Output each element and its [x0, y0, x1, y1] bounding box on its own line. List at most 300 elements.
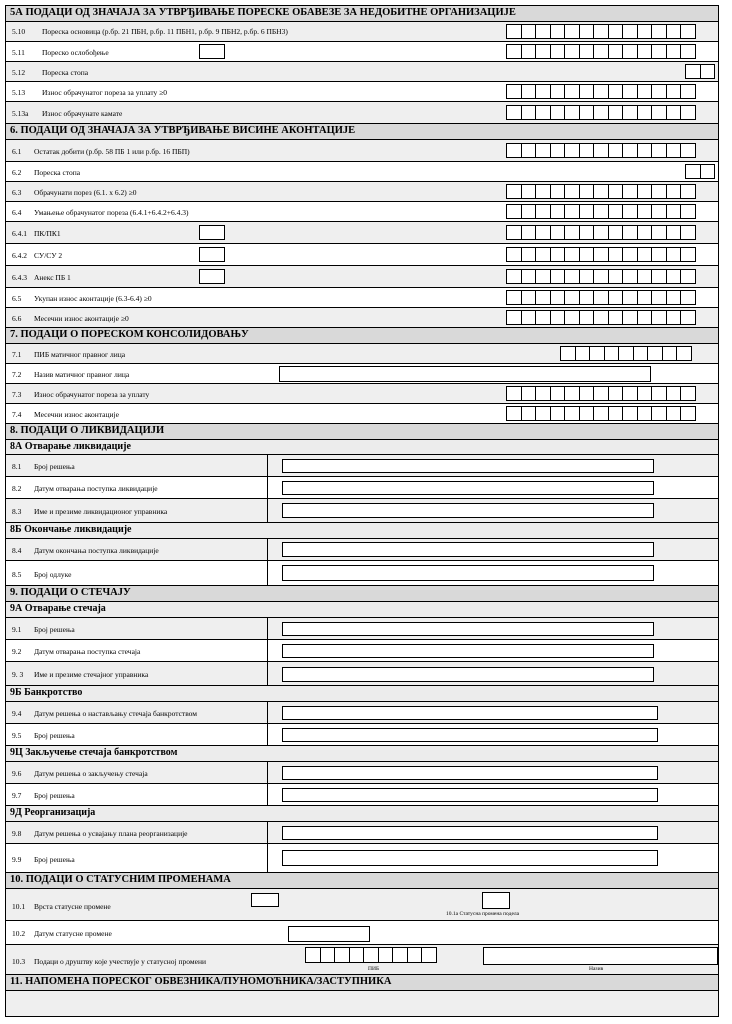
digit-cell[interactable]	[593, 143, 609, 158]
digit-cell[interactable]	[608, 406, 624, 421]
bankruptcy-continuation-date-input[interactable]	[282, 706, 658, 720]
row-label: Износ обрачунатог пореза за уплату ≥0	[42, 88, 168, 97]
digit-cell[interactable]	[506, 247, 522, 262]
digit-cell[interactable]	[622, 204, 638, 219]
subsection-9c-title: 9Ц Закључење стечаја банкротством	[6, 746, 718, 762]
digit-cell[interactable]	[666, 310, 682, 325]
digit-cell[interactable]	[535, 269, 551, 284]
digit-cell[interactable]	[564, 406, 580, 421]
digit-cell[interactable]	[680, 184, 696, 199]
digit-cell[interactable]	[637, 406, 653, 421]
digit-cell[interactable]	[305, 947, 321, 963]
digit-cell[interactable]	[676, 346, 692, 361]
digit-cell[interactable]	[618, 346, 634, 361]
row-8-4	[6, 539, 718, 561]
row-6-4-2	[6, 244, 718, 266]
row-6-4-3	[6, 266, 718, 288]
row-9-1	[6, 618, 718, 640]
row-label: Умањење обрачунатог пореза (6.4.1+6.4.2+6.4.3)	[34, 208, 189, 217]
digit-cell[interactable]	[593, 310, 609, 325]
digit-cell[interactable]	[622, 143, 638, 158]
digit-cell[interactable]	[608, 184, 624, 199]
digit-cell[interactable]	[608, 225, 624, 240]
digit-cell[interactable]	[550, 310, 566, 325]
digit-cell[interactable]	[651, 310, 667, 325]
row-8-3	[6, 499, 718, 523]
digit-cell[interactable]	[593, 184, 609, 199]
row-number: 8.5	[12, 570, 22, 579]
digit-cell[interactable]	[608, 310, 624, 325]
digit-cell[interactable]	[506, 184, 522, 199]
digit-cell[interactable]	[651, 386, 667, 401]
row-label: Број решења	[34, 625, 75, 634]
row-label: Анекс ПБ 1	[34, 273, 71, 282]
digit-cell[interactable]	[662, 346, 678, 361]
row-label: Пореска основица (р.бр. 21 ПБН, р.бр. 11 ПБН1, р.бр. 9 ПБН2, р.бр. 6 ПБН3)	[42, 27, 288, 36]
digit-cell[interactable]	[622, 84, 638, 99]
digit-cell[interactable]	[622, 225, 638, 240]
digit-cell[interactable]	[666, 386, 682, 401]
row-10-3	[6, 945, 718, 975]
bankruptcy-continuation-number-input[interactable]	[282, 728, 658, 742]
note-area[interactable]	[6, 991, 718, 1016]
row-6-4	[6, 202, 718, 222]
row-label: Подаци о друштву које учествује у статусној промени	[34, 957, 206, 966]
row-label: ПК/ПК1	[34, 229, 61, 238]
digit-cell[interactable]	[651, 84, 667, 99]
digit-cell[interactable]	[608, 24, 624, 39]
digit-cell[interactable]	[608, 84, 624, 99]
digit-cell[interactable]	[680, 269, 696, 284]
digit-cell[interactable]	[550, 406, 566, 421]
row-label: Месечни износ аконтације	[34, 410, 119, 419]
bankruptcy-open-date-input[interactable]	[282, 644, 654, 658]
digit-cell[interactable]	[579, 184, 595, 199]
section-11-title: 11. НАПОМЕНА ПОРЕСКОГ ОБВЕЗНИКА/ПУНОМОЋНИКА/ЗАСТУПНИКА	[6, 975, 718, 991]
digit-cell[interactable]	[593, 225, 609, 240]
section-8-title: 8. ПОДАЦИ О ЛИКВИДАЦИЈИ	[6, 424, 718, 440]
digit-cell[interactable]	[521, 105, 537, 120]
digit-cell[interactable]	[622, 269, 638, 284]
digit-cell[interactable]	[622, 290, 638, 305]
digit-cell[interactable]	[579, 143, 595, 158]
digit-cell[interactable]	[363, 947, 379, 963]
row-9-7	[6, 784, 718, 806]
liquidation-close-date-input[interactable]	[282, 542, 654, 557]
digit-cell[interactable]	[535, 44, 551, 59]
participant-name-input[interactable]	[483, 947, 718, 965]
digit-cell[interactable]	[550, 247, 566, 262]
pib-caption: ПИБ	[368, 966, 380, 972]
bankruptcy-administrator-input[interactable]	[282, 667, 654, 682]
row-number: 6.5	[12, 294, 22, 303]
digit-cell[interactable]	[666, 105, 682, 120]
digit-cell[interactable]	[550, 386, 566, 401]
digit-cell[interactable]	[680, 386, 696, 401]
digit-cell[interactable]	[535, 406, 551, 421]
digit-cell[interactable]	[506, 310, 522, 325]
digit-cell[interactable]	[622, 184, 638, 199]
digit-cell[interactable]	[608, 269, 624, 284]
digit-cell[interactable]	[521, 247, 537, 262]
row-8-1	[6, 455, 718, 477]
digit-cell[interactable]	[651, 269, 667, 284]
status-change-division-field[interactable]	[482, 892, 510, 909]
digit-cell[interactable]	[622, 247, 638, 262]
digit-cell[interactable]	[608, 247, 624, 262]
digit-cell[interactable]	[535, 386, 551, 401]
digit-cell[interactable]	[637, 84, 653, 99]
digit-cell[interactable]	[685, 164, 701, 179]
section-7-title: 7. ПОДАЦИ О ПОРЕСКОМ КОНСОЛИДОВАЊУ	[6, 328, 718, 344]
digit-cell[interactable]	[550, 44, 566, 59]
digit-cell[interactable]	[622, 310, 638, 325]
digit-cell[interactable]	[666, 204, 682, 219]
digit-cell[interactable]	[608, 143, 624, 158]
subsection-9b-title: 9Б Банкротство	[6, 686, 718, 702]
digit-cell[interactable]	[579, 44, 595, 59]
tax-form	[5, 5, 719, 1017]
row-number: 7.1	[12, 350, 22, 359]
digit-cell[interactable]	[700, 164, 716, 179]
digit-cell[interactable]	[651, 24, 667, 39]
digit-cell[interactable]	[608, 204, 624, 219]
digit-cell[interactable]	[564, 269, 580, 284]
digit-cell[interactable]	[521, 269, 537, 284]
digit-cell[interactable]	[608, 105, 624, 120]
row-label: Датум решења о усвајању плана реорганизације	[34, 829, 188, 838]
digit-cell[interactable]	[535, 247, 551, 262]
digit-cell[interactable]	[535, 290, 551, 305]
digit-cell[interactable]	[593, 406, 609, 421]
liquidation-open-date-input[interactable]	[282, 481, 654, 495]
digit-cell[interactable]	[579, 386, 595, 401]
digit-cell[interactable]	[637, 143, 653, 158]
digit-cell[interactable]	[564, 204, 580, 219]
row-number: 8.2	[12, 484, 22, 493]
row-label: Месечни износ аконтације ≥0	[34, 314, 129, 323]
row-number: 9.9	[12, 855, 22, 864]
subsection-9d-title: 9Д Реорганизација	[6, 806, 718, 822]
row-9-9	[6, 844, 718, 873]
digit-cell[interactable]	[622, 386, 638, 401]
digit-cell[interactable]	[666, 225, 682, 240]
digit-cell[interactable]	[535, 105, 551, 120]
digit-cell[interactable]	[622, 105, 638, 120]
digit-cell[interactable]	[666, 406, 682, 421]
row-5-12	[6, 62, 718, 82]
digit-cell[interactable]	[564, 386, 580, 401]
row-number: 9.1	[12, 625, 22, 634]
digit-cell[interactable]	[651, 290, 667, 305]
digit-cell[interactable]	[680, 143, 696, 158]
digit-cell[interactable]	[550, 84, 566, 99]
digit-cell[interactable]	[579, 84, 595, 99]
row-label: ПИБ матичног правног лица	[34, 350, 126, 359]
digit-cell[interactable]	[564, 44, 580, 59]
division-caption: 10.1а Статусна промена подела	[446, 911, 520, 917]
digit-cell[interactable]	[560, 346, 576, 361]
digit-cell[interactable]	[521, 290, 537, 305]
digit-cell[interactable]	[666, 269, 682, 284]
digit-cell[interactable]	[506, 24, 522, 39]
digit-cell[interactable]	[392, 947, 408, 963]
digit-cell[interactable]	[535, 184, 551, 199]
status-change-type-field[interactable]	[251, 893, 279, 907]
row-number: 9.7	[12, 791, 22, 800]
digit-cell[interactable]	[593, 84, 609, 99]
digit-cell[interactable]	[506, 386, 522, 401]
digit-cell[interactable]	[535, 24, 551, 39]
row-number: 7.2	[12, 370, 22, 379]
digit-cell[interactable]	[579, 225, 595, 240]
digit-cell[interactable]	[506, 44, 522, 59]
digit-cell[interactable]	[564, 184, 580, 199]
digit-cell[interactable]	[521, 24, 537, 39]
row-label: Пореска стопа	[34, 168, 81, 177]
digit-cell[interactable]	[521, 84, 537, 99]
digit-cell[interactable]	[593, 290, 609, 305]
digit-cell[interactable]	[700, 64, 716, 79]
digit-cell[interactable]	[564, 310, 580, 325]
digit-cell[interactable]	[651, 143, 667, 158]
digit-cell[interactable]	[535, 143, 551, 158]
reorganization-decision-number-input[interactable]	[282, 850, 658, 866]
row-5-13a	[6, 102, 718, 124]
digit-cell[interactable]	[564, 24, 580, 39]
digit-cell[interactable]	[637, 225, 653, 240]
row-number: 5.13a	[12, 109, 29, 118]
digit-cell[interactable]	[637, 44, 653, 59]
digit-cell[interactable]	[579, 247, 595, 262]
digit-cell[interactable]	[680, 204, 696, 219]
digit-cell[interactable]	[579, 269, 595, 284]
digit-cell[interactable]	[637, 247, 653, 262]
annex-code-field[interactable]	[199, 269, 225, 284]
digit-cell[interactable]	[608, 386, 624, 401]
row-label: Износ обрачунатог пореза за уплату	[34, 390, 150, 399]
digit-cell[interactable]	[593, 44, 609, 59]
row-label: СУ/СУ 2	[34, 251, 63, 260]
row-9-5	[6, 724, 718, 746]
digit-cell[interactable]	[680, 406, 696, 421]
bankruptcy-closure-number-input[interactable]	[282, 788, 658, 802]
digit-cell[interactable]	[521, 44, 537, 59]
digit-cell[interactable]	[535, 84, 551, 99]
liquidator-name-input[interactable]	[282, 503, 654, 518]
bankruptcy-decision-number-input[interactable]	[282, 622, 654, 636]
digit-cell[interactable]	[579, 310, 595, 325]
digit-cell[interactable]	[651, 44, 667, 59]
digit-cell[interactable]	[506, 143, 522, 158]
section-9-title: 9. ПОДАЦИ О СТЕЧАЈУ	[6, 586, 718, 602]
digit-cell[interactable]	[349, 947, 365, 963]
digit-cell[interactable]	[604, 346, 620, 361]
su-code-field[interactable]	[199, 247, 225, 262]
parent-entity-name-input[interactable]	[279, 366, 651, 382]
row-number: 9.2	[12, 647, 22, 656]
digit-cell[interactable]	[550, 143, 566, 158]
digit-cell[interactable]	[637, 290, 653, 305]
digit-cell[interactable]	[651, 204, 667, 219]
digit-cell[interactable]	[564, 105, 580, 120]
digit-cell[interactable]	[579, 105, 595, 120]
digit-cell[interactable]	[521, 310, 537, 325]
row-label: Пореска стопа	[42, 68, 89, 77]
digit-cell[interactable]	[651, 247, 667, 262]
digit-cell[interactable]	[637, 24, 653, 39]
row-5-10	[6, 22, 718, 42]
digit-cell[interactable]	[378, 947, 394, 963]
digit-cell[interactable]	[680, 84, 696, 99]
row-number: 8.3	[12, 507, 22, 516]
row-number: 8.4	[12, 546, 22, 555]
digit-cell[interactable]	[550, 225, 566, 240]
digit-cell[interactable]	[506, 204, 522, 219]
digit-cell[interactable]	[593, 386, 609, 401]
digit-cell[interactable]	[680, 44, 696, 59]
digit-cell[interactable]	[521, 184, 537, 199]
section-6-title: 6. ПОДАЦИ ОД ЗНАЧАЈА ЗА УТВРЂИВАЊЕ ВИСИНЕ АКОНТАЦИЈЕ	[6, 124, 718, 140]
digit-cell[interactable]	[651, 406, 667, 421]
digit-cell[interactable]	[407, 947, 423, 963]
digit-cell[interactable]	[521, 225, 537, 240]
digit-cell[interactable]	[579, 24, 595, 39]
digit-cell[interactable]	[564, 290, 580, 305]
digit-cell[interactable]	[633, 346, 649, 361]
row-label: Датум статусне промене	[34, 929, 112, 938]
digit-cell[interactable]	[666, 24, 682, 39]
row-9-6	[6, 762, 718, 784]
digit-cell[interactable]	[550, 290, 566, 305]
digit-cell[interactable]	[637, 184, 653, 199]
digit-cell[interactable]	[550, 24, 566, 39]
digit-cell[interactable]	[637, 269, 653, 284]
digit-cell[interactable]	[506, 406, 522, 421]
digit-cell[interactable]	[666, 84, 682, 99]
digit-cell[interactable]	[535, 204, 551, 219]
digit-cell[interactable]	[535, 225, 551, 240]
digit-cell[interactable]	[680, 24, 696, 39]
digit-cell[interactable]	[521, 386, 537, 401]
digit-cell[interactable]	[421, 947, 437, 963]
digit-cell[interactable]	[550, 184, 566, 199]
row-number: 6.4.2	[12, 251, 27, 260]
row-number: 5.13	[12, 88, 26, 97]
digit-cell[interactable]	[651, 225, 667, 240]
digit-cell[interactable]	[666, 247, 682, 262]
liquidation-decision-number-input[interactable]	[282, 459, 654, 473]
digit-cell[interactable]	[564, 143, 580, 158]
row-label: Број решења	[34, 855, 75, 864]
digit-cell[interactable]	[564, 225, 580, 240]
digit-cell[interactable]	[622, 406, 638, 421]
digit-cell[interactable]	[593, 105, 609, 120]
row-9-3	[6, 662, 718, 686]
section-5a-title: 5А ПОДАЦИ ОД ЗНАЧАЈА ЗА УТВРЂИВАЊЕ ПОРЕСКЕ ОБАВЕЗЕ ЗА НЕДОБИТНЕ ОРГАНИЗАЦИЈЕ	[6, 6, 718, 22]
digit-cell[interactable]	[564, 247, 580, 262]
digit-cell[interactable]	[593, 247, 609, 262]
digit-cell[interactable]	[647, 346, 663, 361]
digit-cell[interactable]	[637, 204, 653, 219]
section-10-title: 10. ПОДАЦИ О СТАТУСНИМ ПРОМЕНАМА	[6, 873, 718, 889]
digit-cell[interactable]	[608, 290, 624, 305]
digit-cell[interactable]	[550, 204, 566, 219]
row-number: 10.1	[12, 902, 26, 911]
liquidation-decision-input[interactable]	[282, 565, 654, 581]
digit-cell[interactable]	[680, 225, 696, 240]
row-label: Број одлуке	[34, 570, 72, 579]
row-number: 5.10	[12, 27, 26, 36]
row-label: Датум решења о закључењу стечаја	[34, 769, 148, 778]
digit-cell[interactable]	[637, 105, 653, 120]
digit-cell[interactable]	[506, 225, 522, 240]
digit-cell[interactable]	[666, 290, 682, 305]
reorganization-plan-date-input[interactable]	[282, 826, 658, 840]
digit-cell[interactable]	[593, 24, 609, 39]
digit-cell[interactable]	[550, 269, 566, 284]
digit-cell[interactable]	[521, 406, 537, 421]
digit-cell[interactable]	[506, 105, 522, 120]
row-number: 5.12	[12, 68, 26, 77]
row-label: Име и презиме стечајног управника	[34, 670, 149, 679]
digit-cell[interactable]	[651, 105, 667, 120]
digit-cell[interactable]	[589, 346, 605, 361]
digit-cell[interactable]	[680, 290, 696, 305]
digit-cell[interactable]	[506, 290, 522, 305]
digit-cell[interactable]	[680, 310, 696, 325]
digit-cell[interactable]	[593, 204, 609, 219]
row-10-2	[6, 921, 718, 945]
digit-cell[interactable]	[506, 84, 522, 99]
status-change-date-input[interactable]	[288, 926, 370, 942]
digit-cell[interactable]	[334, 947, 350, 963]
digit-cell[interactable]	[637, 310, 653, 325]
digit-cell[interactable]	[680, 247, 696, 262]
digit-cell[interactable]	[680, 105, 696, 120]
bankruptcy-closure-date-input[interactable]	[282, 766, 658, 780]
row-number: 10.3	[12, 957, 26, 966]
row-number: 6.4	[12, 208, 22, 217]
digit-cell[interactable]	[579, 290, 595, 305]
digit-cell[interactable]	[521, 204, 537, 219]
pk-code-field[interactable]	[199, 225, 225, 240]
digit-cell[interactable]	[506, 269, 522, 284]
digit-cell[interactable]	[593, 269, 609, 284]
digit-cell[interactable]	[579, 406, 595, 421]
digit-cell[interactable]	[535, 310, 551, 325]
row-7-1	[6, 344, 718, 364]
digit-cell[interactable]	[564, 84, 580, 99]
digit-cell[interactable]	[666, 143, 682, 158]
exemption-code-field[interactable]	[199, 44, 225, 59]
digit-cell[interactable]	[651, 184, 667, 199]
digit-cell[interactable]	[685, 64, 701, 79]
digit-cell[interactable]	[320, 947, 336, 963]
digit-cell[interactable]	[622, 44, 638, 59]
digit-cell[interactable]	[666, 44, 682, 59]
digit-cell[interactable]	[666, 184, 682, 199]
digit-cell[interactable]	[579, 204, 595, 219]
digit-cell[interactable]	[550, 105, 566, 120]
digit-cell[interactable]	[622, 24, 638, 39]
digit-cell[interactable]	[575, 346, 591, 361]
row-label: Датум отварања поступка ликвидације	[34, 484, 158, 493]
digit-cell[interactable]	[521, 143, 537, 158]
digit-cell[interactable]	[608, 44, 624, 59]
row-5-13	[6, 82, 718, 102]
digit-cell[interactable]	[637, 386, 653, 401]
